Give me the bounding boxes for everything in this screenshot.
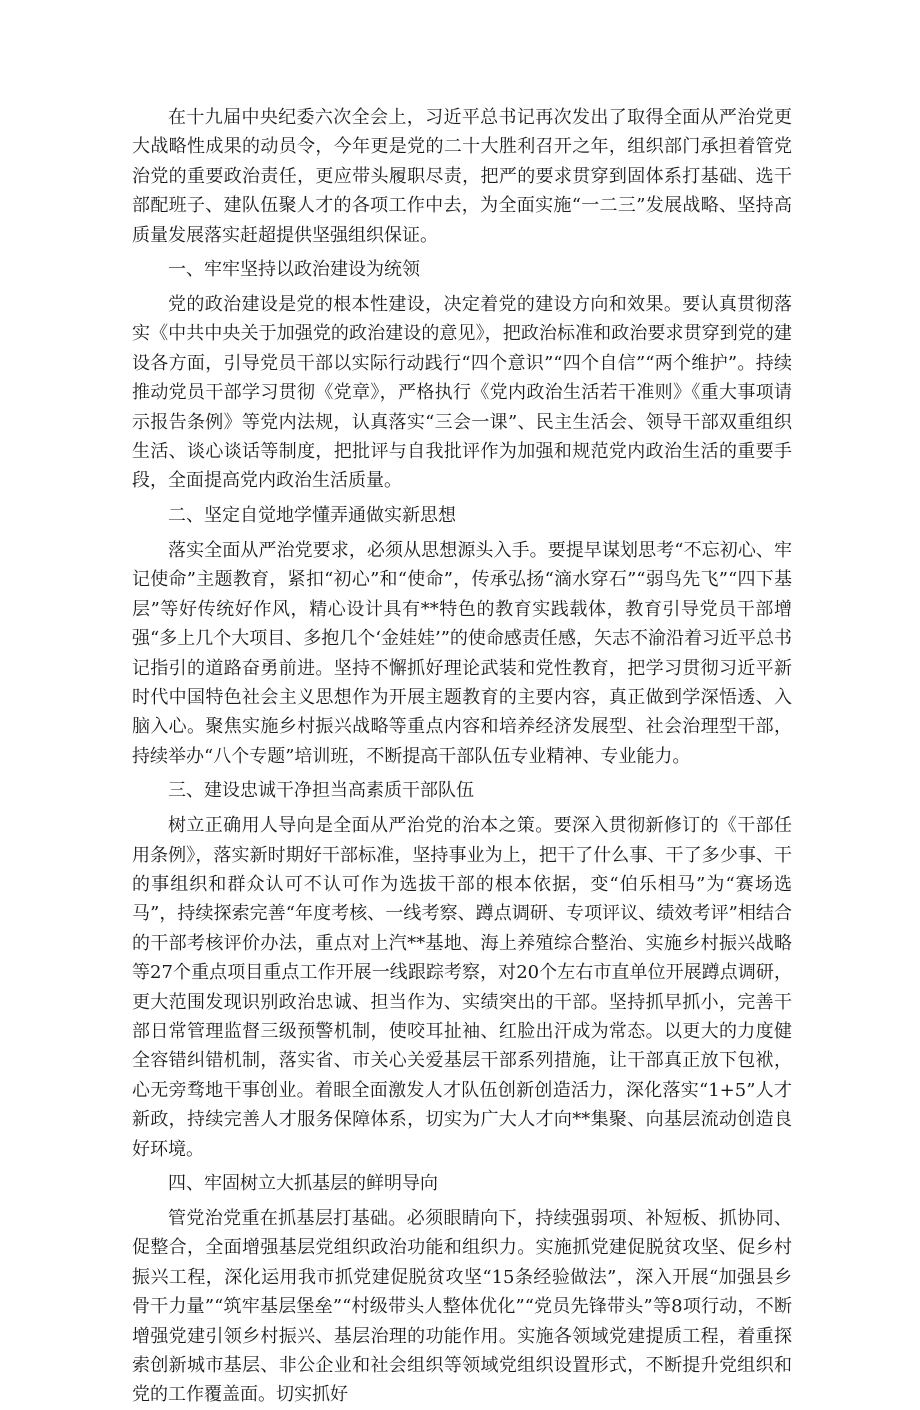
section-heading-1: 一、牢牢坚持以政治建设为统领 [168,259,420,281]
section-heading-3: 三、建设忠诚干净担当高素质干部队伍 [168,780,474,802]
section-heading-2: 二、坚定自觉地学懂弄通做实新思想 [168,504,456,526]
section-body-3: 树立正确用人导向是全面从严治党的治本之策。要深入贯彻新修订的《干部任用条例》，落实新时期好干部标准，坚持事业为上，把干了什么事、干了多少事、干的事组织和群众认可不认可作为选拔干部的根本依据，变“伯乐相马”为“赛场选马”，持续探索完善“年度考核、一线考察、蹲点调研、专项评议、绩效考评”相结合的干部考核评价办法，重点对上汽**基地、海上养殖综合整治、实施乡村振兴战略等27个重点项目重点工作开展一线跟踪考察，对20个左右市直单位开展蹲点调研，更大范围发现识别政治忠诚、担当作为、实绩突出的干部。坚持抓早抓小，完善干部日常管理监督三级预警机制，使咬耳扯袖、红脸出汗成为常态。以更大的力度健全容错纠错机制，落实省、市关心关爱基层干部系列措施，让干部真正放下包袱，心无旁骛地干事创业。着眼全面激发人才队伍创新创造活力，深化落实“1+5”人才新政，持续完善人才服务保障体系，切实为广大人才向**集聚、向基层流动创造良好环境。 [132,815,792,1160]
intro-paragraph: 在十九届中央纪委六次全会上，习近平总书记再次发出了取得全面从严治党更大战略性成果的动员令，今年更是党的二十大胜利召开之年，组织部门承担着管党治党的重要政治责任，更应带头履职尽责，把严的要求贯穿到固体系打基础、选干部配班子、建队伍聚人才的各项工作中去，为全面实施“一二三”发展战略、坚持高质量发展落实赶超提供坚强组织保证。 [132,107,792,246]
section-body-1: 党的政治建设是党的根本性建设，决定着党的建设方向和效果。要认真贯彻落实《中共中央关于加强党的政治建设的意见》，把政治标准和政治要求贯穿到党的建设各方面，引导党员干部以实际行动践行“四个意识”“四个自信”“两个维护”。持续推动党员干部学习贯彻《党章》，严格执行《党内政治生活若干准则》《重大事项请示报告条例》等党内法规，认真落实“三会一课”、民主生活会、领导干部双重组织生活、谈心谈话等制度，把批评与自我批评作为加强和规范党内政治生活的重要手段，全面提高党内政治生活质量。 [132,294,792,492]
document-page [132,103,792,1410]
section-heading-4: 四、牢固树立大抓基层的鲜明导向 [168,1173,438,1194]
section-body-2: 落实全面从严治党要求，必须从思想源头入手。要提早谋划思考“不忘初心、牢记使命”主题教育，紧扣“初心”和“使命”，传承弘扬“滴水穿石”“弱鸟先飞”“四下基层”等好传统好作风，精心设计具有**特色的教育实践载体，教育引导党员干部增强“多上几个大项目、多抱几个‘金娃娃’”的使命感责任感，矢志不渝沿着习近平总书记指引的道路奋勇前进。坚持不懈抓好理论武装和党性教育，把学习贯彻习近平新时代中国特色社会主义思想作为开展主题教育的主要内容，真正做到学深悟透、入脑入心。聚焦实施乡村振兴战略等重点内容和培养经济发展型、社会治理型干部，持续举办“八个专题”培训班，不断提高干部队伍专业精神、专业能力。 [132,539,792,767]
section-body-4: 管党治党重在抓基层打基础。必须眼睛向下，持续强弱项、补短板、抓协同、促整合，全面增强基层党组织政治功能和组织力。实施抓党建促脱贫攻坚、促乡村振兴工程，深化运用我市抓党建促脱贫攻坚“15条经验做法”，深入开展“加强县乡骨干力量”“筑牢基层堡垒”“村级带头人整体优化”“党员先锋带头”等8项行动，不断增强党建引领乡村振兴、基层治理的功能作用。实施各领域党建提质工程，着重探索创新城市基层、非公企业和社会组织等领域党组织设置形式，不断提升党组织和党的工作覆盖面。切实抓好 [132,1208,792,1406]
